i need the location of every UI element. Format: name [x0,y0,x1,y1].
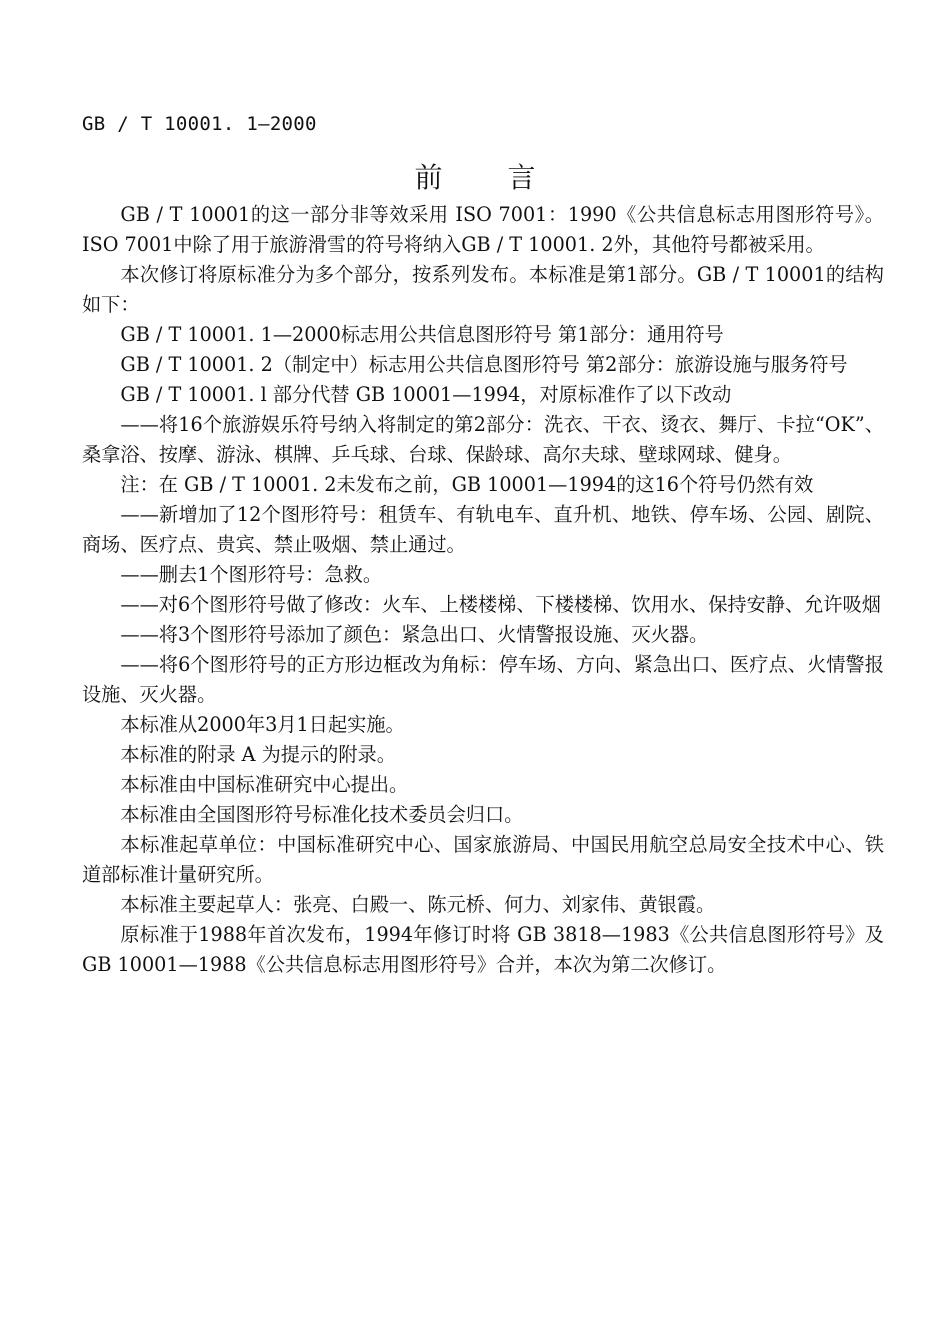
paragraph: 本标准由全国图形符号标准化技术委员会归口。 [120,803,524,826]
foreword-body [82,200,884,980]
paragraph: GB / T 10001的这一部分非等效采用 ISO 7001：1990《公共信息标志用图形符号》。ISO 7001中除了用于旅游滑雪的符号将纳入GB / T 10001. 2外，其他符号都被采用。 [82,203,884,256]
paragraph: 本标准的附录 A 为提示的附录。 [120,743,396,766]
paragraph: ——将3个图形符号添加了颜色：紧急出口、火情警报设施、灭火器。 [120,623,709,646]
paragraph: 本标准主要起草人：张亮、白殿一、陈元桥、何力、刘家伟、黄银霞。 [120,893,716,916]
page-title: 前 言 [414,161,564,194]
paragraph: 本标准由中国标准研究中心提出。 [120,773,409,796]
paragraph: ——对6个图形符号做了修改：火车、上楼楼梯、下楼楼梯、饮用水、保持安静、允许吸烟 [120,593,881,616]
paragraph: ——将16个旅游娱乐符号纳入将制定的第2部分：洗衣、干衣、烫衣、舞厅、卡拉“OK”、桑拿浴、按摩、游泳、棋牌、乒乓球、台球、保龄球、高尔夫球、壁球网球、健身。 [82,413,884,466]
paragraph: 本次修订将原标准分为多个部分，按系列发布。本标准是第1部分。GB / T 10001的结构如下： [82,263,884,316]
paragraph: 原标准于1988年首次发布，1994年修订时将 GB 3818—1983《公共信息图形符号》及 GB 10001—1988《公共信息标志用图形符号》合并，本次为第二次修订。 [82,923,884,976]
paragraph: ——将6个图形符号的正方形边框改为角标：停车场、方向、紧急出口、医疗点、火情警报设施、灭火器。 [82,653,884,706]
paragraph: GB / T 10001. 2（制定中）标志用公共信息图形符号 第2部分：旅游设施与服务符号 [120,353,848,376]
note-paragraph: 注：在 GB / T 10001. 2未发布之前，GB 10001—1994的这16个符号仍然有效 [120,473,814,496]
paragraph: ——新增加了12个图形符号：租赁车、有轨电车、直升机、地铁、停车场、公园、剧院、商场、医疗点、贵宾、禁止吸烟、禁止通过。 [82,503,884,556]
paragraph: GB / T 10001. 1—2000标志用公共信息图形符号 第1部分：通用符号 [120,323,724,346]
standard-code-header: GB / T 10001. 1—2000 [82,113,317,135]
paragraph: ——删去1个图形符号：急救。 [120,563,383,586]
paragraph: 本标准从2000年3月1日起实施。 [120,713,405,736]
paragraph: 本标准起草单位：中国标准研究中心、国家旅游局、中国民用航空总局安全技术中心、铁道部标准计量研究所。 [82,833,884,886]
paragraph: GB / T 10001. l 部分代替 GB 10001—1994，对原标准作了以下改动 [120,383,732,406]
